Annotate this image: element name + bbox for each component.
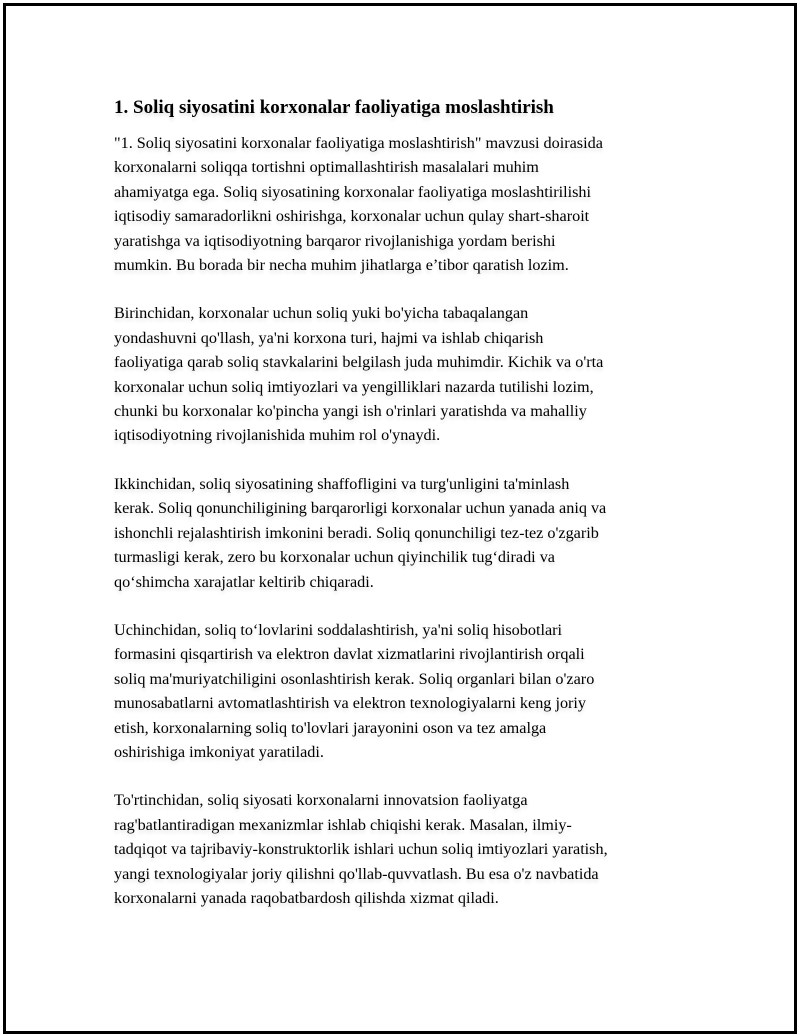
paragraph-fourth-point: To'rtinchidan, soliq siyosati korxonalarni innovatsion faoliyatga rag'batlantiradigan mexanizmlar ishlab chiqishi kerak. Masalan, ilmiy- tadqiqot va tajribaviy-konstruktorlik ishlari uchun soliq imtiyozlari yaratish, yangi texnologiyalar joriy qilishni qo'llab-quvvatlash. Bu esa o'z navbatida korxonalarni yanada raqobatbardosh qilishda xizmat qiladi. — [114, 791, 608, 907]
paragraph-third-point: Uchinchidan, soliq to‘lovlarini soddalashtirish, ya'ni soliq hisobotlari formasini qisqartirish va elektron davlat xizmatlarini rivojlantirish orqali soliq ma'muriyatchiligini osonlashtirish kerak. Soliq organlari bilan o'zaro munosabatlarni avtomatlashtirish va elektron texnologiyalarni keng joriy etish, korxonalarning soliq to'lovlari jarayonini oson va tez amalga oshirishiga imkoniyat yaratiladi. — [114, 620, 595, 761]
document-body — [114, 96, 686, 934]
paragraph-intro: "1. Soliq siyosatini korxonalar faoliyatiga moslashtirish" mavzusi doirasida korxonalarni soliqqa tortishni optimallashtirish masalalari muhim ahamiyatga ega. Soliq siyosatining korxonalar faoliyatiga moslashtirilishi iqtisodiy samaradorlikni oshirishga, korxonalar uchun qulay shart-sharoit yaratishga va iqtisodiyotning barqaror rivojlanishiga yordam berishi mumkin. Bu borada bir necha muhim jihatlarga e’tibor qaratish lozim. — [114, 134, 603, 275]
paragraph-first-point: Birinchidan, korxonalar uchun soliq yuki bo'yicha tabaqalangan yondashuvni qo'llash, ya'ni korxona turi, hajmi va ishlab chiqarish faoliyatiga qarab soliq stavkalarini belgilash juda muhimdir. Kichik va o'rta korxonalar uchun soliq imtiyozlari va yengilliklari nazarda tutilishi lozim, chunki bu korxonalar ko'pincha yangi ish o'rinlari yaratishda va mahalliy iqtisodiyotning rivojlanishida muhim rol o'ynaydi. — [114, 304, 604, 445]
paragraph-second-point: Ikkinchidan, soliq siyosatining shaffofligini va turg'unligini ta'minlash kerak. Soliq qonunchiligining barqarorligi korxonalar uchun yanada aniq va ishonchli rejalashtirish imkonini beradi. Soliq qonunchiligi tez-tez o'zgarib turmasligi kerak, zero bu korxonalar uchun qiyinchilik tug‘diradi va qo‘shimcha xarajatlar keltirib chiqaradi. — [114, 474, 607, 591]
document-title: 1. Soliq siyosatini korxonalar faoliyatiga moslashtirish — [114, 97, 554, 118]
